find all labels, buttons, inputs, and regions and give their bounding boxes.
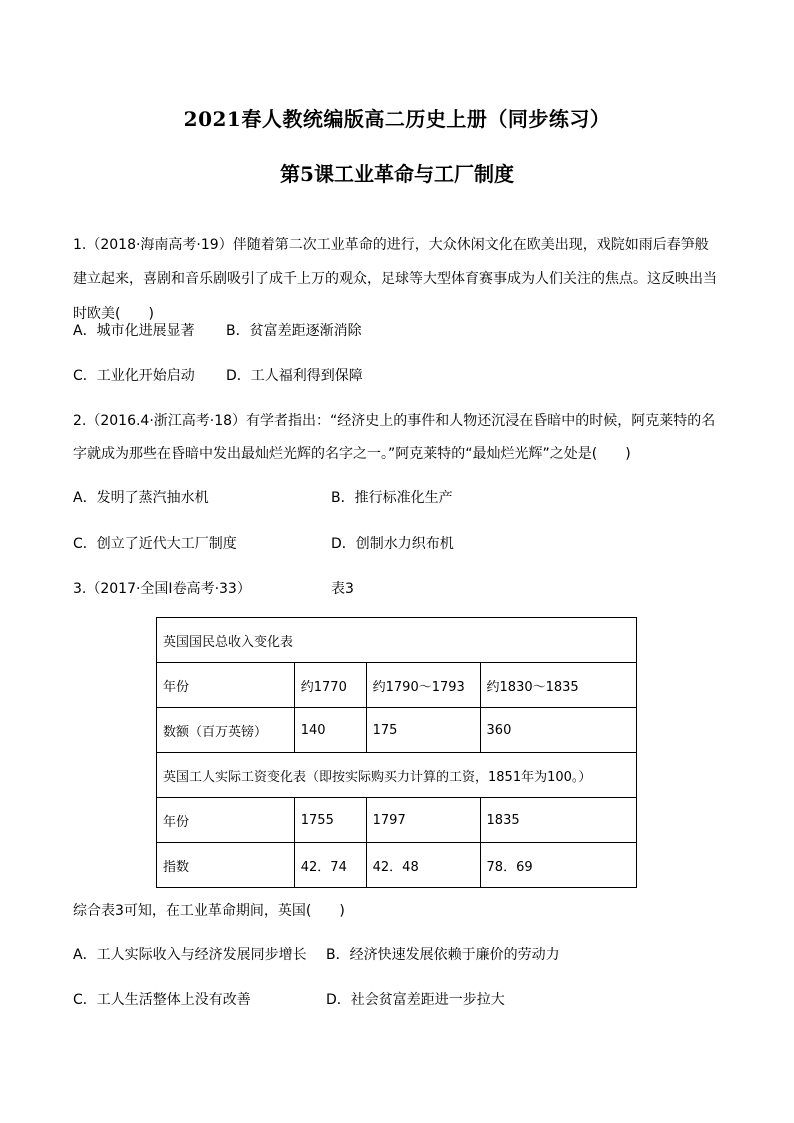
- table-row: [157, 843, 637, 888]
- table-cell: 42．74: [294, 843, 366, 888]
- table-cell: 1835: [480, 798, 636, 843]
- q3-table-label: 表3: [331, 581, 354, 597]
- table-row: [157, 798, 637, 843]
- q3-option-a: A．工人实际收入与经济发展同步增长: [73, 947, 307, 963]
- table-cell: 78．69: [480, 843, 636, 888]
- q3-option-d: D．社会贫富差距进一步拉大: [326, 992, 505, 1008]
- table-cell: 约1790～1793: [366, 663, 480, 708]
- q1-stem-line-3: 时欧美( ): [73, 306, 154, 322]
- lesson-title: 第5课工业革命与工厂制度: [280, 162, 514, 186]
- table-row: [157, 663, 637, 708]
- q3-source: 3.（2017·全国Ⅰ卷高考·33）: [73, 581, 251, 597]
- table-cell: 年份: [157, 663, 295, 708]
- table-title-wages: 英国工人实际工资变化表（即按实际购买力计算的工资，1851年为100。）: [157, 753, 637, 798]
- table-cell: 1797: [366, 798, 480, 843]
- table-cell: 360: [480, 708, 636, 753]
- table-cell: 年份: [157, 798, 295, 843]
- document-title: 2021春人教统编版高二历史上册（同步练习）: [183, 107, 611, 131]
- q2-stem-line-2: 字就成为那些在昏暗中发出最灿烂光辉的名字之一。”阿克莱特的“最灿烂光辉”之处是( ): [73, 446, 631, 462]
- table-cell: 1755: [294, 798, 366, 843]
- data-table: [156, 617, 637, 888]
- q1-stem-line-2: 建立起来，喜剧和音乐剧吸引了成千上万的观众，足球等大型体育赛事成为人们关注的焦点。这反映出当: [73, 271, 717, 287]
- table-cell: 175: [366, 708, 480, 753]
- q3-stem: 综合表3可知，在工业革命期间，英国( ): [73, 903, 345, 919]
- table-cell: 指数: [157, 843, 295, 888]
- table-cell: 数额（百万英镑）: [157, 708, 295, 753]
- q1-option-d: D．工人福利得到保障: [226, 368, 363, 384]
- table-cell: 140: [294, 708, 366, 753]
- table-cell: 42．48: [366, 843, 480, 888]
- q2-option-d: D．创制水力织布机: [331, 536, 454, 552]
- q1-option-c: C．工业化开始启动: [73, 368, 195, 384]
- table-row: [157, 708, 637, 753]
- table-cell: 约1830～1835: [480, 663, 636, 708]
- q1-option-a: A．城市化进展显著: [73, 323, 195, 339]
- q1-option-b: B．贫富差距逐渐消除: [226, 323, 362, 339]
- table-title-row: [157, 618, 637, 663]
- q2-stem-line-1: 2.（2016.4·浙江高考·18）有学者指出：“经济史上的事件和人物还沉浸在昏暗中的时候，阿克莱特的名: [73, 413, 716, 429]
- q2-option-c: C．创立了近代大工厂制度: [73, 536, 237, 552]
- q3-option-c: C．工人生活整体上没有改善: [73, 992, 251, 1008]
- q1-stem-line-1: 1.（2018·海南高考·19）伴随着第二次工业革命的进行，大众休闲文化在欧美出现，戏院如雨后春笋般: [73, 237, 709, 253]
- q2-option-b: B．推行标准化生产: [331, 490, 453, 506]
- q3-option-b: B．经济快速发展依赖于廉价的劳动力: [326, 947, 560, 963]
- table-title-row: [157, 753, 637, 798]
- q2-option-a: A．发明了蒸汽抽水机: [73, 490, 209, 506]
- table-title-income: 英国国民总收入变化表: [157, 618, 637, 663]
- table-cell: 约1770: [294, 663, 366, 708]
